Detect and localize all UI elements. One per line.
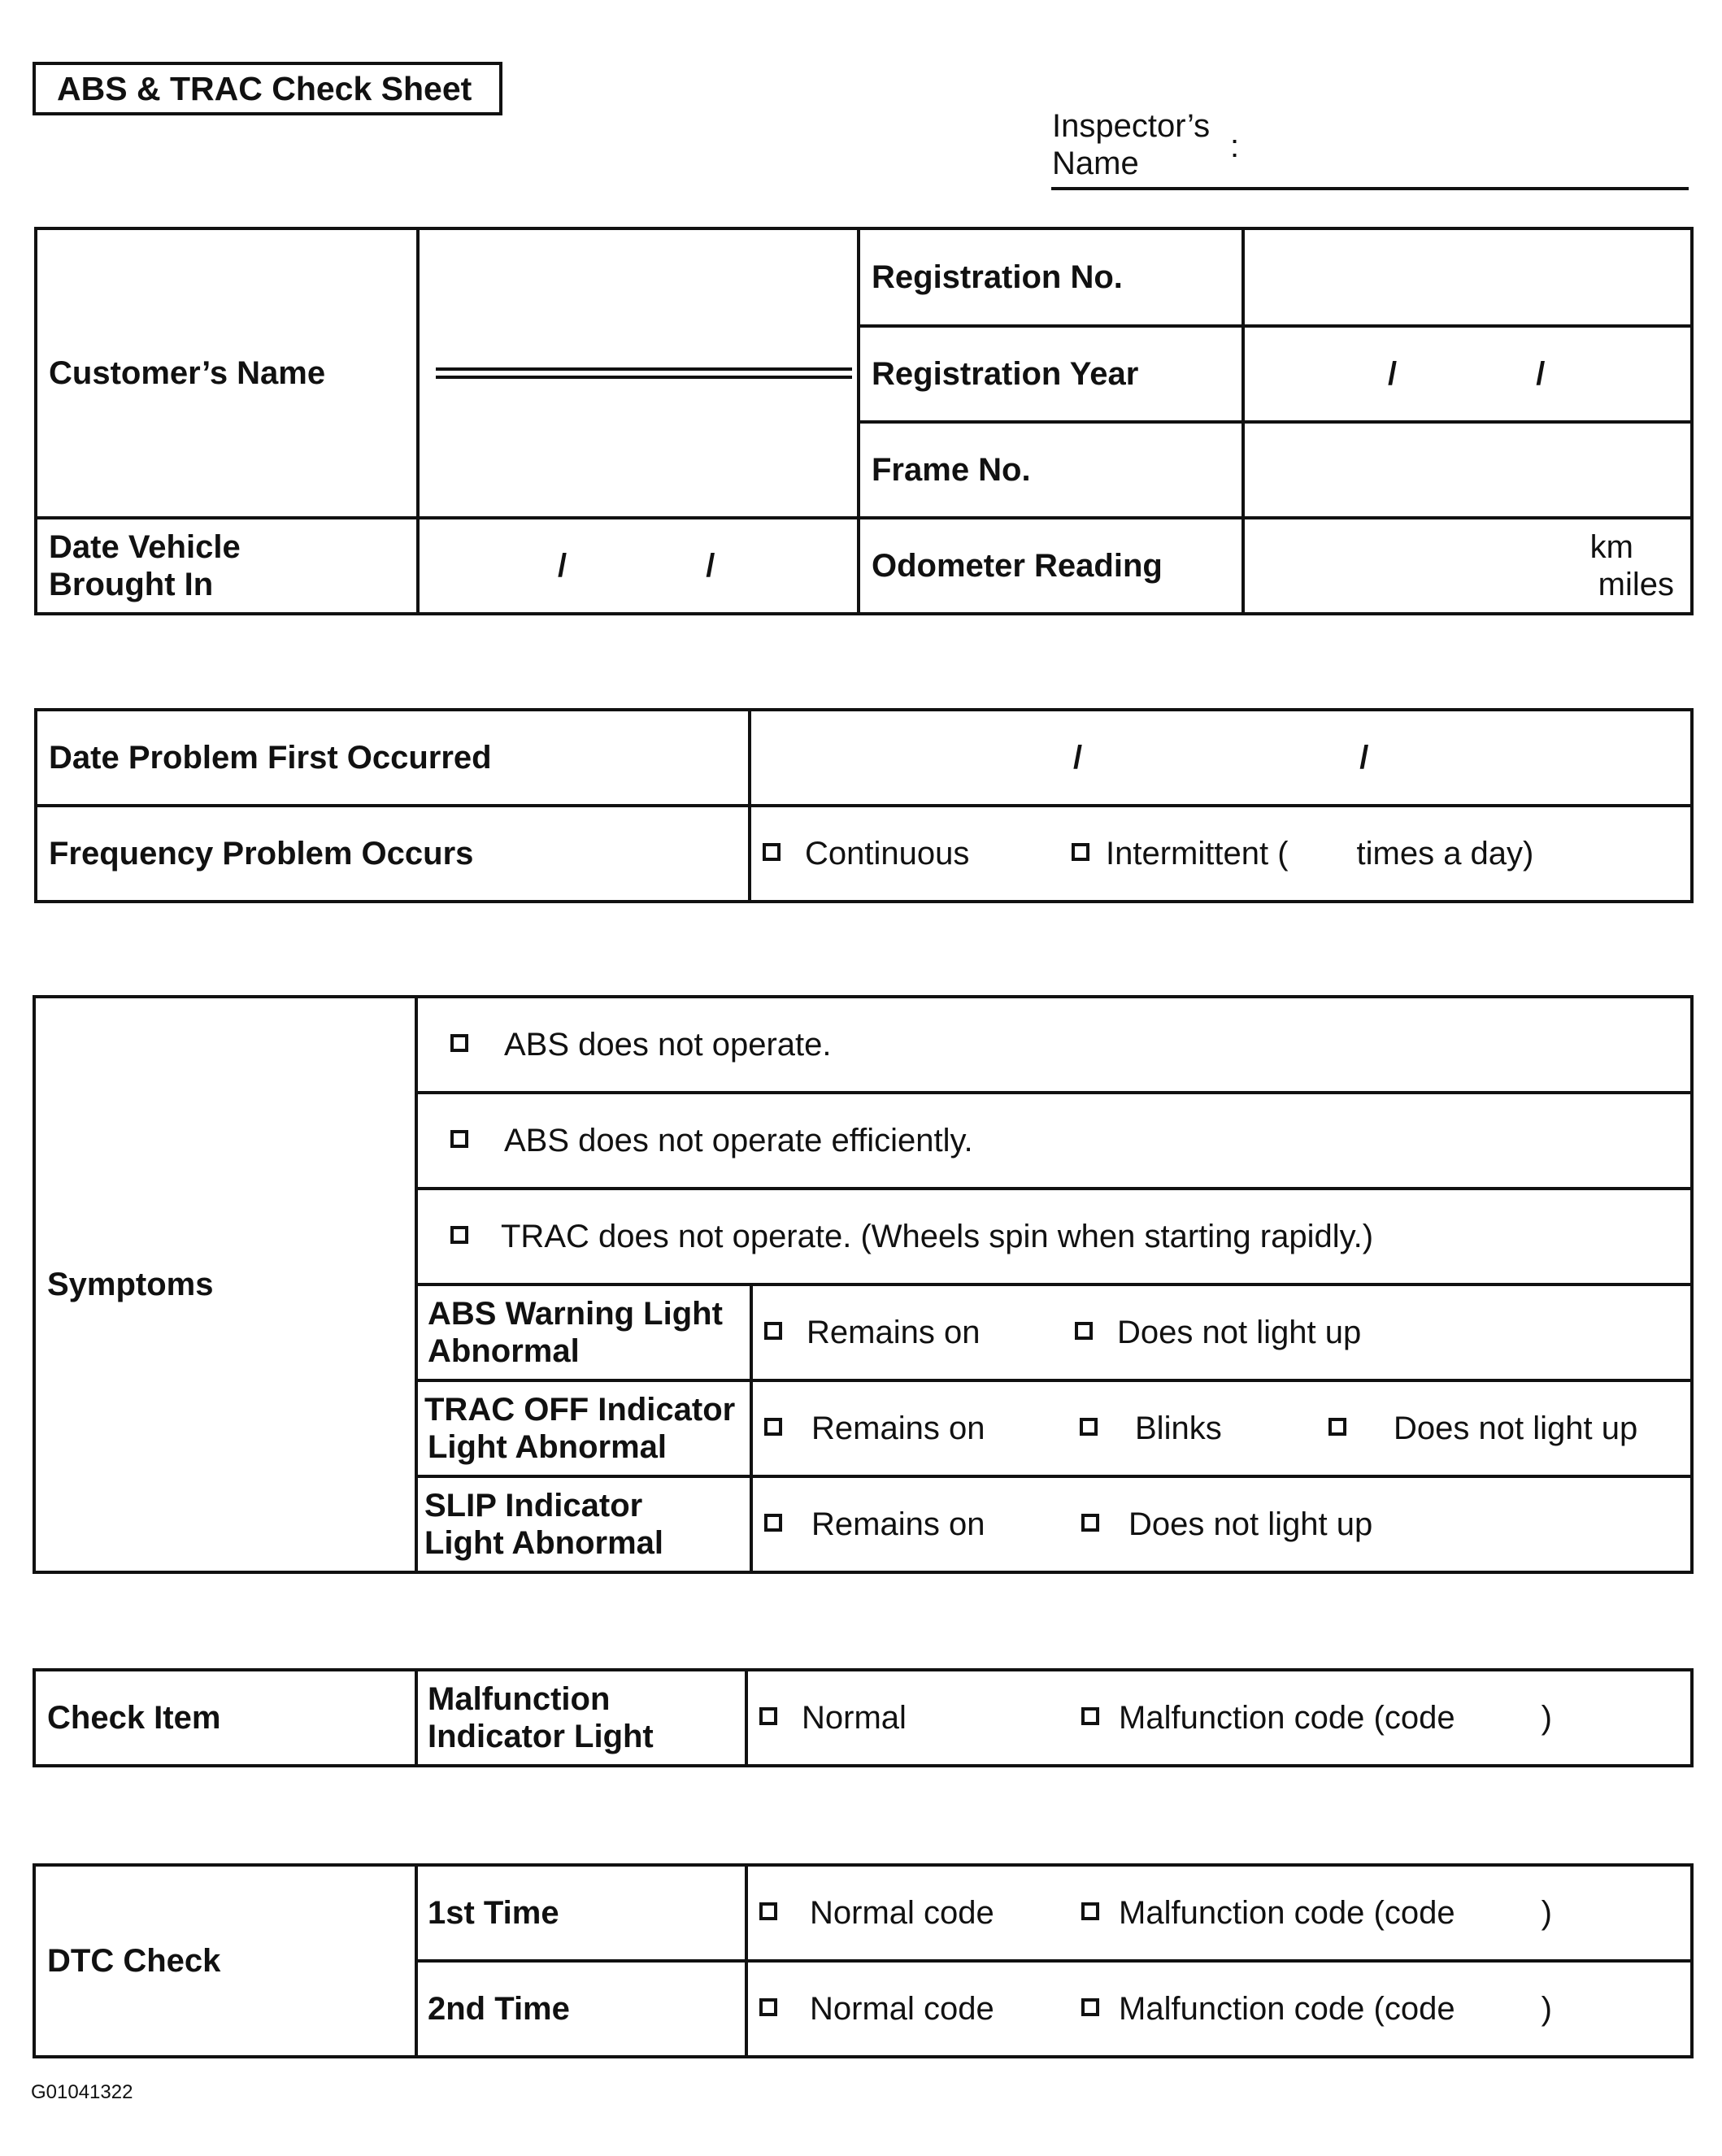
dtc-first-options [746,1865,1692,1961]
mil-line1: Malfunction [428,1681,611,1717]
dtc-check-label: DTC Check [34,1865,416,2057]
times-a-day-label: times a day) [1356,836,1534,872]
inspector-name-field[interactable] [1051,187,1689,190]
date-brought-in-field[interactable] [418,518,859,614]
abs-warning-options [751,1284,1692,1380]
mil-normal-checkbox[interactable] [759,1707,777,1725]
abs-not-operate-checkbox[interactable] [450,1034,468,1052]
abs-not-operate-row [416,997,1692,1093]
inspector-label-line2: Name [1052,146,1139,181]
trac-off-line1: TRAC OFF Indicator [424,1392,736,1428]
date-first-occurred-label: Date Problem First Occurred [36,710,750,806]
abs-warning-no-light-checkbox[interactable] [1075,1322,1093,1340]
dtc-first-time-label: 1st Time [416,1865,746,1961]
unit-miles: miles [1598,567,1674,602]
does-not-light-up-label: Does not light up [1128,1506,1373,1542]
frequency-label: Frequency Problem Occurs [36,806,750,902]
dtc-check-table [33,1863,1694,2058]
normal-code-label: Normal code [810,1895,994,1931]
trac-not-operate-label: TRAC does not operate. (Wheels spin when starting rapidly.) [501,1219,1374,1254]
mil-line2: Indicator Light [428,1719,654,1754]
trac-off-indicator-label [416,1380,751,1476]
trac-off-blinks-checkbox[interactable] [1080,1418,1098,1436]
close-paren: ) [1541,1991,1552,2027]
remains-on-label: Remains on [811,1506,985,1542]
abs-warning-line1: ABS Warning Light [428,1296,723,1332]
trac-not-operate-checkbox[interactable] [450,1226,468,1244]
dtc-second-options [746,1961,1692,2057]
date-brought-in-label-line2: Brought In [49,567,214,602]
customer-name-field[interactable] [418,228,859,518]
date-slash: / [706,548,715,584]
normal-label: Normal [802,1700,907,1736]
unit-km: km [1589,529,1633,565]
problem-table [34,708,1694,903]
does-not-light-up-label: Does not light up [1117,1315,1362,1350]
inspector-label-line1: Inspector’s [1052,108,1211,144]
close-paren: ) [1541,1895,1552,1931]
slip-line2: Light Abnormal [424,1525,664,1561]
customer-name-label: Customer’s Name [36,228,418,518]
abs-warning-light-label [416,1284,751,1380]
inspector-colon: : [1230,128,1240,164]
close-paren: ) [1541,1700,1552,1736]
dtc-first-normal-checkbox[interactable] [759,1902,777,1920]
date-slash: / [1388,356,1398,392]
dtc-second-time-label: 2nd Time [416,1961,746,2057]
date-first-occurred-field[interactable] [750,710,1692,806]
slip-indicator-label [416,1476,751,1572]
slip-no-light-checkbox[interactable] [1081,1514,1099,1532]
blinks-label: Blinks [1135,1411,1222,1446]
mil-label [416,1670,746,1766]
date-slash: / [1536,356,1546,392]
remains-on-label: Remains on [811,1411,985,1446]
inspector-name-label [1052,107,1210,182]
trac-off-line2: Light Abnormal [428,1429,667,1465]
abs-not-efficient-label: ABS does not operate efficiently. [504,1123,973,1158]
malfunction-code-label: Malfunction code (code [1119,1895,1455,1931]
trac-off-no-light-checkbox[interactable] [1328,1418,1346,1436]
registration-year-field[interactable] [1243,326,1692,422]
date-brought-in-label [36,518,418,614]
continuous-checkbox[interactable] [763,843,781,861]
abs-not-efficient-row [416,1093,1692,1189]
abs-warning-line2: Abnormal [428,1333,580,1369]
slip-options [751,1476,1692,1572]
date-brought-in-label-line1: Date Vehicle [49,529,241,565]
date-slash: / [1359,740,1369,776]
date-slash: / [1073,740,1083,776]
normal-code-label: Normal code [810,1991,994,2027]
mil-malfunction-checkbox[interactable] [1081,1707,1099,1725]
trac-not-operate-row [416,1189,1692,1284]
malfunction-code-label: Malfunction code (code [1119,1700,1455,1736]
dtc-first-malfunction-checkbox[interactable] [1081,1902,1099,1920]
dtc-second-malfunction-checkbox[interactable] [1081,1998,1099,2016]
symptoms-label: Symptoms [34,997,416,1572]
customer-name-double-line [436,367,852,379]
trac-off-options [751,1380,1692,1476]
registration-no-field[interactable] [1243,228,1692,326]
vehicle-info-table [34,227,1694,615]
check-item-label: Check Item [34,1670,416,1766]
odometer-field[interactable] [1243,518,1692,614]
intermittent-label: Intermittent ( [1106,836,1289,872]
date-slash: / [558,548,567,584]
intermittent-checkbox[interactable] [1072,843,1089,861]
check-item-table [33,1668,1694,1767]
sheet-title: ABS & TRAC Check Sheet [33,62,502,115]
mil-options [746,1670,1692,1766]
slip-remains-on-checkbox[interactable] [764,1514,782,1532]
odometer-label: Odometer Reading [859,518,1243,614]
dtc-second-normal-checkbox[interactable] [759,1998,777,2016]
symptoms-table [33,995,1694,1574]
frame-no-field[interactable] [1243,422,1692,518]
abs-not-operate-label: ABS does not operate. [504,1027,832,1063]
frame-no-label: Frame No. [859,422,1243,518]
continuous-label: Continuous [805,836,970,872]
frequency-options [750,806,1692,902]
abs-warning-remains-on-checkbox[interactable] [764,1322,782,1340]
figure-id: G01041322 [31,2081,133,2103]
does-not-light-up-label: Does not light up [1394,1411,1638,1446]
trac-off-remains-on-checkbox[interactable] [764,1418,782,1436]
slip-line1: SLIP Indicator [424,1488,643,1524]
remains-on-label: Remains on [807,1315,981,1350]
registration-year-label: Registration Year [859,326,1243,422]
malfunction-code-label: Malfunction code (code [1119,1991,1455,2027]
abs-not-efficient-checkbox[interactable] [450,1130,468,1148]
registration-no-label: Registration No. [859,228,1243,326]
